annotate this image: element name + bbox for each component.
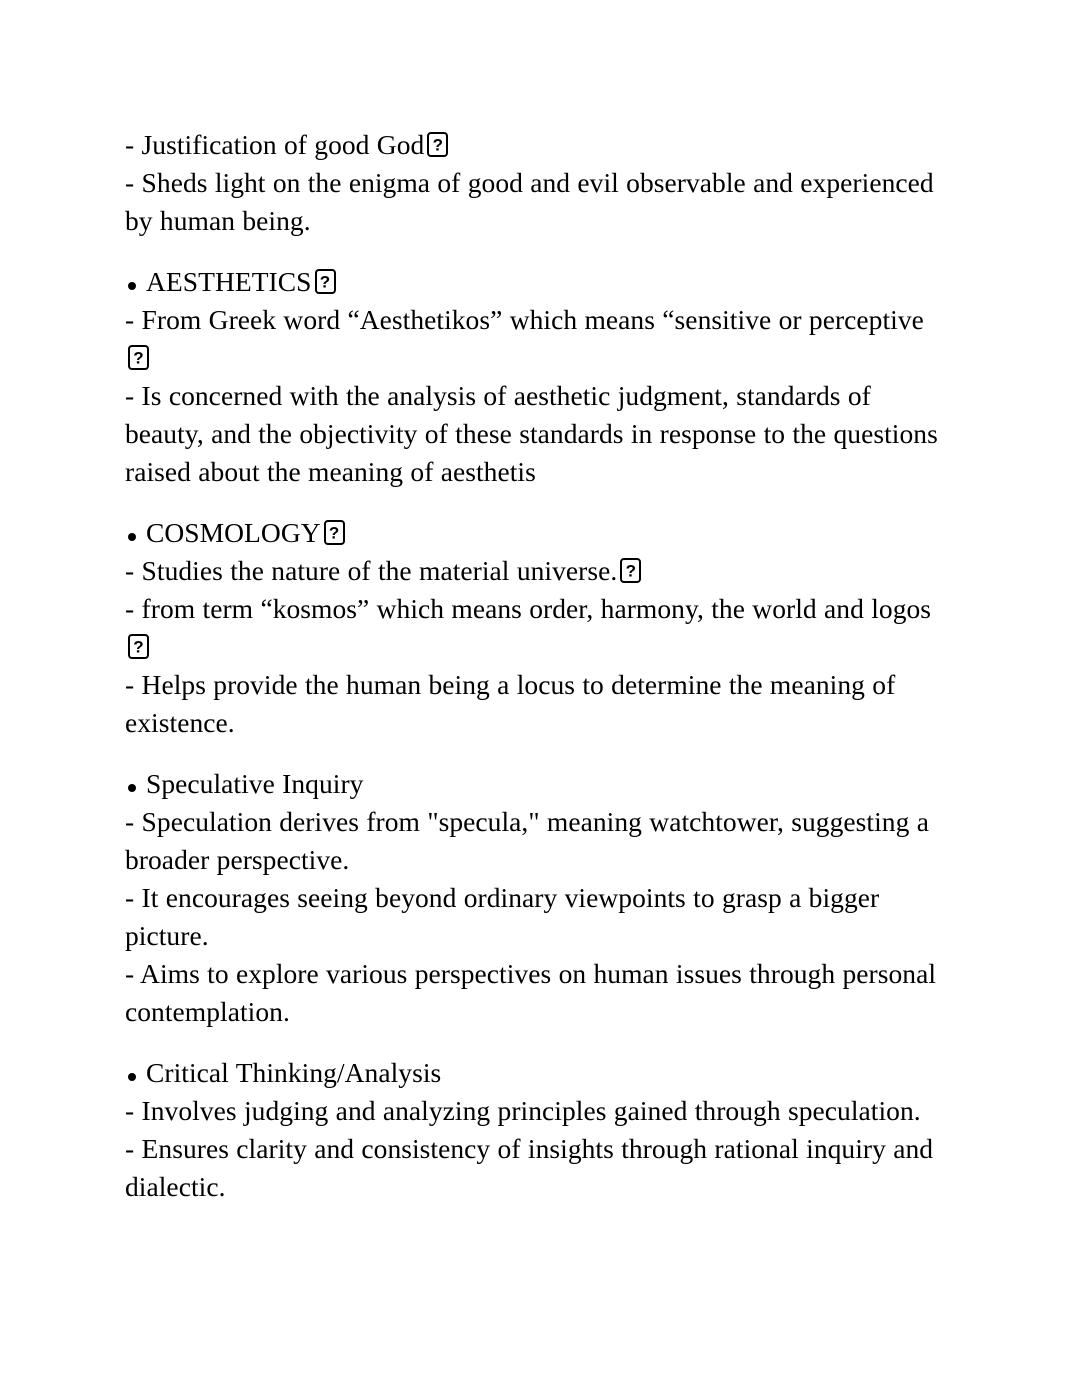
note-line bbox=[125, 1092, 947, 1130]
note-heading-critical-thinking bbox=[125, 1054, 947, 1092]
note-heading-cosmology bbox=[125, 514, 947, 552]
line-dash-marker: - bbox=[125, 806, 135, 837]
note-block-speculative-inquiry bbox=[125, 765, 947, 1031]
note-block-aesthetics bbox=[125, 263, 947, 491]
note-heading-label: COSMOLOGY bbox=[146, 517, 321, 548]
line-dash-marker: - bbox=[125, 669, 135, 700]
note-heading-speculative-inquiry bbox=[125, 765, 947, 803]
line-text: Involves judging and analyzing principles gained through speculation. bbox=[141, 1095, 921, 1126]
note-heading-label: AESTHETICS bbox=[146, 266, 312, 297]
note-heading-label: Critical Thinking/Analysis bbox=[146, 1057, 442, 1088]
note-block-critical-thinking bbox=[125, 1054, 947, 1206]
line-dash-marker: - bbox=[125, 129, 135, 160]
line-text: Sheds light on the enigma of good and evil observable and experienced by human being. bbox=[125, 167, 934, 236]
note-line bbox=[125, 955, 947, 1031]
line-text: It encourages seeing beyond ordinary viewpoints to grasp a bigger picture. bbox=[125, 882, 880, 951]
line-dash-marker: - bbox=[125, 167, 135, 198]
line-dash-marker: - bbox=[125, 1133, 135, 1164]
line-text: Is concerned with the analysis of aesthetic judgment, standards of beauty, and the objectivity of these standards in response to the questions raised about the meaning of aesthetis bbox=[125, 380, 938, 487]
line-dash-marker: - bbox=[125, 304, 135, 335]
line-dash-marker: - bbox=[125, 593, 135, 624]
note-line bbox=[125, 164, 947, 240]
line-text: Ensures clarity and consistency of insights through rational inquiry and dialectic. bbox=[125, 1133, 934, 1202]
note-heading-aesthetics bbox=[125, 263, 947, 301]
note-line bbox=[125, 377, 947, 491]
line-dash-marker: - bbox=[125, 380, 135, 411]
line-dash-marker: - bbox=[125, 1095, 135, 1126]
note-heading-label: Speculative Inquiry bbox=[146, 768, 364, 799]
missing-glyph-placeholder-icon bbox=[620, 558, 641, 583]
missing-glyph-placeholder-icon bbox=[324, 520, 345, 545]
bullet-dot-icon bbox=[128, 1073, 136, 1081]
note-line bbox=[125, 552, 947, 590]
line-dash-marker: - bbox=[125, 882, 135, 913]
note-line bbox=[125, 666, 947, 742]
bullet-dot-icon bbox=[128, 533, 136, 541]
line-text: Justification of good God bbox=[141, 129, 425, 160]
missing-glyph-placeholder-icon bbox=[315, 269, 336, 294]
note-line bbox=[125, 590, 947, 666]
missing-glyph-placeholder-icon bbox=[128, 634, 149, 659]
line-text: Studies the nature of the material universe. bbox=[141, 555, 618, 586]
bullet-dot-icon bbox=[128, 282, 136, 290]
line-text: From Greek word “Aesthetikos” which means “sensitive or perceptive bbox=[141, 304, 924, 335]
line-dash-marker: - bbox=[125, 555, 135, 586]
note-line bbox=[125, 879, 947, 955]
document-body bbox=[125, 126, 947, 1206]
line-text: from term “kosmos” which means order, harmony, the world and logos bbox=[141, 593, 932, 624]
line-text: Helps provide the human being a locus to determine the meaning of existence. bbox=[125, 669, 896, 738]
note-line bbox=[125, 1130, 947, 1206]
line-text: Speculation derives from "specula," meaning watchtower, suggesting a broader perspective. bbox=[125, 806, 929, 875]
line-text: Aims to explore various perspectives on human issues through personal contemplation. bbox=[125, 958, 937, 1027]
missing-glyph-placeholder-icon bbox=[427, 132, 448, 157]
note-line bbox=[125, 803, 947, 879]
note-block-cosmology bbox=[125, 514, 947, 742]
missing-glyph-placeholder-icon bbox=[128, 345, 149, 370]
note-block-theodicy-continuation bbox=[125, 126, 947, 240]
note-line bbox=[125, 301, 947, 377]
line-dash-marker: - bbox=[125, 958, 135, 989]
note-line bbox=[125, 126, 947, 164]
bullet-dot-icon bbox=[128, 784, 136, 792]
